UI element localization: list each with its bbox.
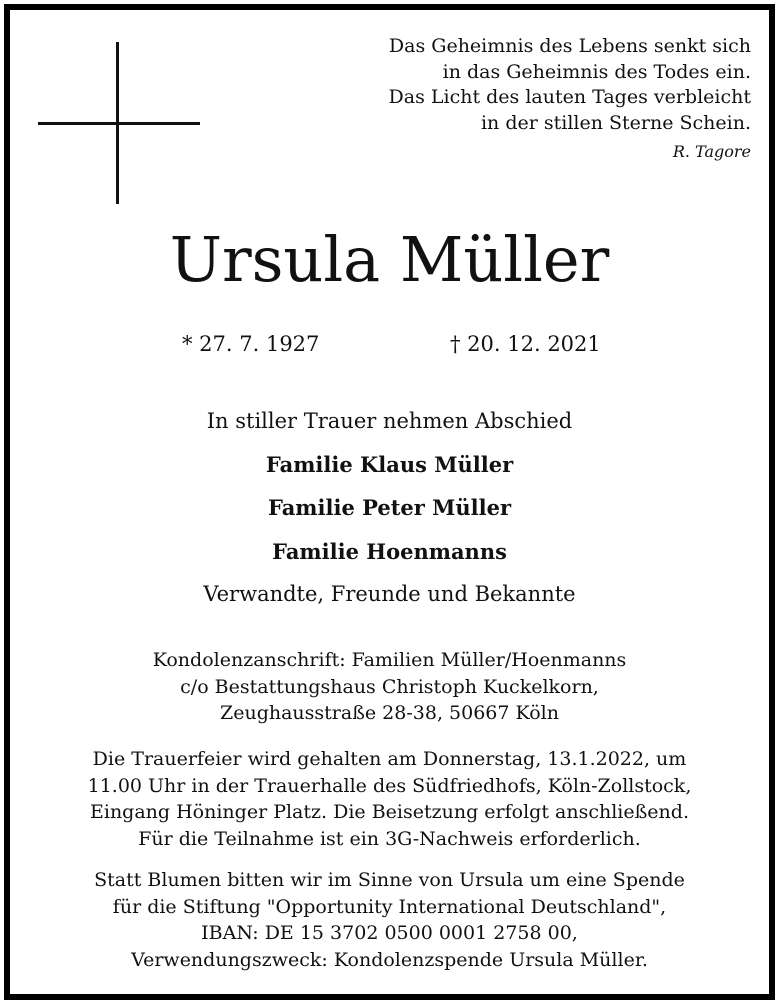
donation-info — [10, 867, 769, 973]
mourner-relatives: Verwandte, Freunde und Bekannte — [203, 582, 576, 606]
donation-line: Verwendungszweck: Kondolenzspende Ursula Müller. — [131, 948, 648, 971]
ceremony-line: Für die Teilnahme ist ein 3G-Nachweis erforderlich. — [138, 827, 641, 850]
mourner-family: Familie Hoenmanns — [272, 539, 507, 564]
address-line: Kondolenzanschrift: Familien Müller/Hoenmanns — [152, 649, 627, 671]
mourning-intro: In stiller Trauer nehmen Abschied — [206, 409, 573, 433]
donation-line: Statt Blumen bitten wir im Sinne von Ursula um eine Spende — [94, 869, 685, 891]
condolence-address — [10, 647, 769, 727]
mourner-family: Familie Peter Müller — [267, 495, 512, 520]
donation-line: IBAN: DE 15 3702 0500 0001 2758 00, — [201, 922, 578, 944]
ceremony-line: Die Trauerfeier wird gehalten am Donnerstag, 13.1.2022, um — [92, 748, 687, 770]
cross-icon-horizontal-bar — [38, 122, 200, 125]
address-line: c/o Bestattungshaus Christoph Kuckelkorn, — [180, 675, 599, 698]
poem-quote — [281, 34, 751, 165]
obituary-frame — [4, 4, 775, 1000]
death-date: † 20. 12. 2021 — [450, 332, 601, 356]
deceased-name: Ursula Müller — [169, 223, 610, 296]
donation-line: für die Stiftung "Opportunity International Deutschland", — [112, 895, 667, 918]
poem-author: R. Tagore — [672, 142, 751, 161]
poem-line: Das Licht des lauten Tages verbleicht — [388, 86, 751, 108]
ceremony-line: Eingang Höninger Platz. Die Beisetzung erfolgt anschließend. — [90, 801, 689, 823]
poem-line: in der stillen Sterne Schein. — [480, 111, 751, 134]
address-line: Zeughausstraße 28-38, 50667 Köln — [220, 702, 559, 724]
birth-date: * 27. 7. 1927 — [182, 332, 320, 356]
ceremony-line: 11.00 Uhr in der Trauerhalle des Südfriedhofs, Köln-Zollstock, — [87, 774, 692, 797]
mourner-family: Familie Klaus Müller — [265, 452, 514, 477]
poem-line: Das Geheimnis des Lebens senkt sich — [388, 35, 751, 57]
poem-line: in das Geheimnis des Todes ein. — [442, 60, 751, 83]
ceremony-info — [10, 746, 769, 852]
